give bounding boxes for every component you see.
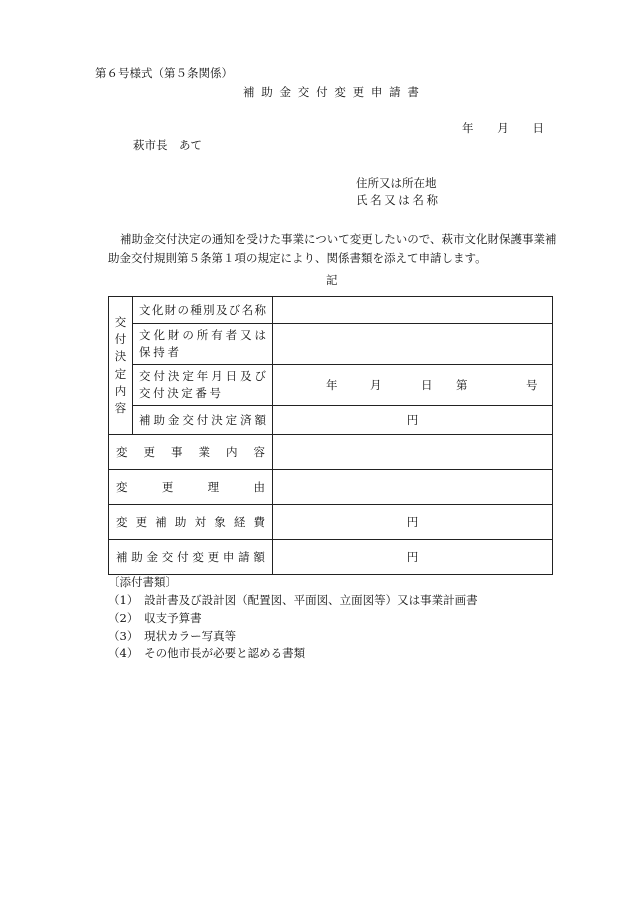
label-char: 又	[240, 328, 252, 343]
group-label-char: 内	[114, 383, 127, 398]
name-label-char: 名	[412, 193, 424, 207]
label-char: 財	[164, 302, 177, 317]
row7-label	[116, 514, 265, 531]
label-char: 補	[139, 412, 151, 427]
document-title	[243, 85, 419, 100]
label-char: 種	[190, 302, 202, 317]
label-char: 変	[192, 549, 204, 564]
attachment-item: （1） 設計書及び設計図（配置図、平面図、立面図等）又は事業計画書	[108, 593, 478, 607]
label-char: 及	[215, 302, 228, 317]
group-label-char: 容	[114, 401, 127, 415]
row5-label-cell	[109, 435, 273, 470]
row2-label-cell	[133, 324, 273, 365]
date-year-label: 年	[462, 121, 474, 135]
group-label-cell	[109, 297, 133, 435]
label-char: 文	[139, 302, 151, 317]
label-char: 称	[254, 302, 266, 317]
title-char: 変	[334, 85, 346, 99]
table-row	[109, 470, 553, 505]
label-char: 化	[151, 302, 164, 317]
label-char: 交	[161, 549, 174, 564]
label-char: 定	[182, 369, 194, 384]
label-char: 更	[161, 479, 174, 494]
label-char: 変	[116, 514, 128, 529]
label-char: 文	[139, 328, 151, 343]
row8-yen: 円	[406, 549, 419, 564]
row6-value-cell[interactable]	[273, 470, 553, 505]
label-char: の	[182, 328, 194, 343]
label-char: 助	[153, 412, 165, 427]
label-char: 交	[139, 369, 151, 384]
row1-label-cell	[133, 297, 273, 324]
label-char: 交	[182, 412, 194, 427]
label-char: 月	[211, 369, 223, 384]
row1-label	[139, 302, 266, 319]
table-row	[109, 297, 553, 324]
row3-label-line2	[139, 385, 221, 402]
row3-label-line1	[139, 368, 266, 385]
name-label-char: は	[398, 193, 410, 207]
label-char: 申	[222, 549, 235, 564]
label-char: 別	[203, 302, 215, 317]
date-month-label: 月	[497, 121, 509, 135]
form-number: 第６号様式（第５条関係）	[95, 66, 233, 80]
label-char: 決	[167, 386, 179, 400]
label-char: 定	[181, 386, 193, 400]
label-char: 有	[211, 328, 223, 343]
date-day-label: 日	[532, 121, 544, 135]
label-char: 補	[116, 549, 128, 564]
row2-label-line1	[139, 327, 266, 344]
title-char: 付	[316, 85, 328, 99]
title-char: 更	[352, 85, 365, 99]
label-char: 決	[167, 369, 180, 384]
label-char: 及	[240, 369, 252, 384]
row3-value-char: 号	[526, 378, 538, 392]
row8-label-cell	[109, 540, 273, 575]
label-char: 定	[225, 412, 238, 427]
attachment-item: （3） 現状カラー写真等	[108, 628, 237, 643]
label-char: 経	[233, 514, 246, 529]
body-line-2: 助金交付規則第５条第１項の規定により、関係書類を添えて申請します。	[108, 250, 487, 265]
group-label-char: 定	[114, 366, 127, 381]
label-char: 内	[226, 444, 238, 459]
row3-value-char: 日	[421, 378, 433, 392]
label-char: 者	[167, 345, 179, 359]
label-char: 対	[194, 514, 207, 529]
label-char: 決	[211, 412, 223, 427]
label-char: 済	[240, 412, 252, 427]
label-char: 補	[155, 514, 167, 529]
label-char: 交	[139, 386, 151, 400]
group-label-char: 決	[114, 349, 127, 364]
applicant-name-label	[356, 193, 438, 208]
label-char: 化	[153, 328, 165, 343]
row3-value-cell[interactable]	[273, 365, 553, 406]
label-char: 年	[196, 369, 209, 384]
body-text	[108, 230, 576, 268]
label-char: 理	[207, 479, 220, 494]
row4-label	[139, 412, 266, 429]
body-line-1: 補助金交付決定の通知を受けた事業について変更したいので、萩市文化財保護事業補	[120, 232, 557, 246]
title-char: 請	[389, 85, 401, 99]
label-char: 額	[254, 412, 266, 427]
label-char: 変	[116, 444, 128, 459]
label-char: 番	[195, 386, 207, 400]
row5-value-cell[interactable]	[273, 435, 553, 470]
label-char: 容	[253, 444, 265, 459]
label-char: 付	[196, 412, 209, 427]
table-row	[109, 406, 553, 435]
label-char: 持	[153, 345, 165, 359]
label-char: 保	[139, 345, 151, 359]
row6-label-cell	[109, 470, 273, 505]
label-char: 請	[238, 549, 250, 564]
label-char: 名	[241, 302, 254, 317]
date-line	[462, 121, 544, 136]
applicant-address-label: 住所又は所在地	[356, 176, 437, 190]
label-char: 更	[207, 549, 220, 564]
row5-label	[116, 444, 265, 461]
title-char: 助	[261, 85, 273, 99]
table-row	[109, 435, 553, 470]
label-char: び	[254, 369, 266, 384]
name-label-char: 氏	[356, 193, 368, 207]
row4-yen: 円	[406, 412, 419, 427]
row7-value-cell[interactable]	[273, 505, 553, 540]
row7-label-cell	[109, 505, 273, 540]
name-label-char: 又	[384, 193, 396, 207]
application-table	[108, 296, 553, 575]
label-char: 事	[171, 444, 183, 459]
label-char: 付	[153, 386, 165, 400]
row3-value-char: 月	[370, 378, 382, 392]
label-char: 更	[143, 444, 155, 459]
title-char: 申	[370, 85, 383, 99]
row6-label	[116, 479, 265, 496]
label-char: 日	[225, 369, 238, 384]
addressee: 萩市長 あて	[133, 138, 202, 152]
label-char: 象	[214, 514, 226, 529]
name-label-char: 称	[426, 193, 438, 207]
label-char: 付	[177, 549, 189, 564]
label-char: 者	[225, 328, 238, 343]
table-row	[109, 365, 553, 406]
attachment-item: （2） 収支予算書	[108, 610, 202, 625]
table-row	[109, 540, 553, 575]
label-char: 金	[146, 549, 159, 564]
table-row	[109, 505, 553, 540]
row3-value-char: 年	[326, 378, 338, 392]
label-char: 財	[167, 328, 180, 343]
attachment-item: （4） その他市長が必要と認める書類	[108, 646, 306, 661]
label-char: 金	[167, 412, 180, 427]
title-char: 補	[243, 85, 255, 99]
group-label-char: 交	[114, 314, 127, 329]
table-row	[109, 324, 553, 365]
label-char: び	[228, 302, 241, 317]
title-char: 金	[279, 85, 292, 99]
row4-label-cell	[133, 406, 273, 435]
name-label-char: 名	[370, 193, 382, 207]
attachments-list	[108, 592, 478, 663]
label-char: の	[177, 302, 189, 317]
row1-value-cell[interactable]	[273, 297, 553, 324]
group-label	[109, 314, 132, 418]
group-label-char: 付	[114, 332, 127, 346]
label-char: 号	[209, 386, 221, 400]
label-char: 由	[253, 479, 265, 494]
row3-value	[273, 377, 552, 393]
row8-value-cell[interactable]	[273, 540, 553, 575]
row3-label-cell	[133, 365, 273, 406]
row3-value-char: 第	[456, 378, 468, 392]
title-char: 書	[407, 85, 419, 99]
label-char: 更	[135, 514, 148, 529]
label-char: は	[254, 328, 266, 343]
label-char: 業	[198, 444, 210, 459]
label-char: 助	[174, 514, 187, 529]
row7-yen: 円	[406, 514, 419, 529]
label-char: 費	[253, 514, 265, 529]
label-char: 付	[153, 369, 165, 384]
attachments-heading: 〔添付書類〕	[108, 575, 177, 589]
row4-value-cell[interactable]	[273, 406, 553, 435]
label-char: 額	[253, 549, 265, 564]
row2-value-cell[interactable]	[273, 324, 553, 365]
label-char: 変	[116, 479, 128, 494]
label-char: 所	[196, 328, 209, 343]
ki-label: 記	[326, 273, 338, 287]
title-char: 交	[297, 85, 310, 99]
label-char: 助	[131, 549, 143, 564]
row2-label-line2	[139, 344, 179, 361]
row8-label	[116, 549, 265, 566]
